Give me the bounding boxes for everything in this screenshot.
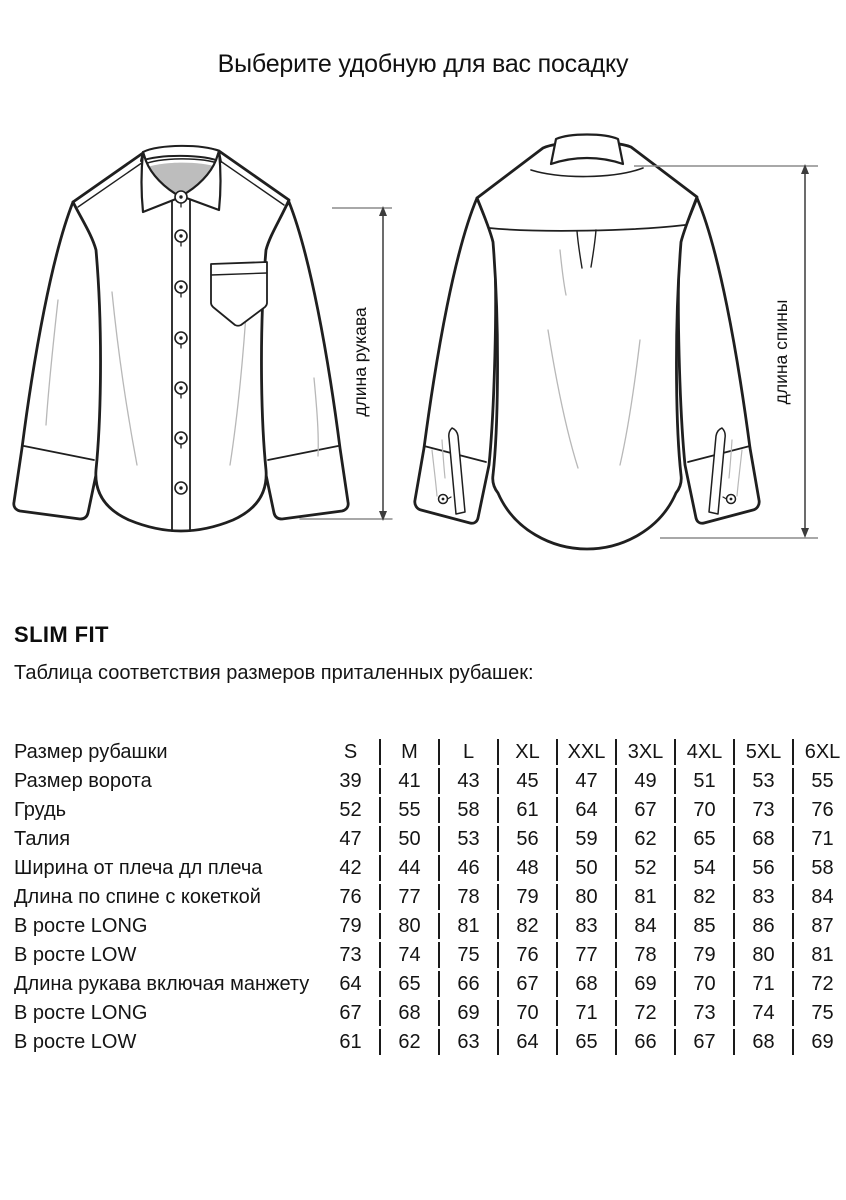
size-column-header: M — [379, 739, 438, 765]
table-row — [14, 1029, 846, 1055]
size-column-header: 3XL — [615, 739, 674, 765]
size-cell: 55 — [379, 797, 438, 823]
size-cell: 44 — [379, 855, 438, 881]
size-table-wrapper — [14, 736, 841, 1058]
size-cell: 64 — [339, 973, 362, 995]
size-cell: 69 — [438, 1000, 497, 1026]
back-shirt-drawing — [415, 135, 759, 550]
row-label: В росте LOW — [14, 1031, 137, 1053]
size-cell: 68 — [379, 1000, 438, 1026]
size-cell: 50 — [379, 826, 438, 852]
size-cell: 73 — [339, 944, 362, 966]
size-cell: 81 — [438, 913, 497, 939]
back-length-label: длина спины — [771, 299, 791, 405]
size-cell: 70 — [497, 1000, 556, 1026]
fit-heading: SLIM FIT — [14, 622, 109, 647]
size-column-header: XL — [497, 739, 556, 765]
size-cell: 45 — [497, 768, 556, 794]
size-cell: 75 — [792, 1000, 846, 1026]
size-cell: 76 — [339, 886, 362, 908]
size-cell: 62 — [379, 1029, 438, 1055]
size-cell: 53 — [438, 826, 497, 852]
row-label: В росте LOW — [14, 944, 137, 966]
size-cell: 85 — [674, 913, 733, 939]
table-subtitle: Таблица соответствия размеров приталенных рубашек: — [14, 662, 534, 684]
size-cell: 59 — [556, 826, 615, 852]
size-cell: 56 — [497, 826, 556, 852]
row-label: В росте LONG — [14, 915, 148, 937]
size-cell: 61 — [497, 797, 556, 823]
size-cell: 80 — [379, 913, 438, 939]
size-cell: 63 — [438, 1029, 497, 1055]
size-cell: 52 — [615, 855, 674, 881]
size-cell: 53 — [733, 768, 792, 794]
table-row — [14, 797, 846, 823]
size-cell: 68 — [733, 826, 792, 852]
size-cell: 67 — [615, 797, 674, 823]
size-cell: 74 — [733, 1000, 792, 1026]
table-row — [14, 1000, 846, 1026]
size-cell: 71 — [556, 1000, 615, 1026]
size-cell: 67 — [339, 1002, 362, 1024]
table-row — [14, 855, 846, 881]
header-row — [14, 739, 846, 765]
row-label: Размер ворота — [14, 770, 152, 792]
size-cell: 68 — [733, 1029, 792, 1055]
size-table-body — [14, 739, 846, 1055]
size-cell: 51 — [674, 768, 733, 794]
size-cell: 79 — [674, 942, 733, 968]
size-cell: 78 — [615, 942, 674, 968]
table-row — [14, 768, 846, 794]
row-label: Длина по спине с кокеткой — [14, 886, 261, 908]
size-cell: 82 — [674, 884, 733, 910]
table-row — [14, 971, 846, 997]
size-cell: 56 — [733, 855, 792, 881]
table-row — [14, 884, 846, 910]
size-column-header: L — [438, 739, 497, 765]
size-cell: 84 — [792, 884, 846, 910]
size-cell: 55 — [792, 768, 846, 794]
size-cell: 83 — [556, 913, 615, 939]
size-cell: 49 — [615, 768, 674, 794]
size-cell: 73 — [733, 797, 792, 823]
size-cell: 70 — [674, 971, 733, 997]
row-label: Ширина от плеча дл плеча — [14, 857, 263, 879]
size-cell: 58 — [438, 797, 497, 823]
front-shirt-drawing — [14, 146, 392, 531]
size-cell: 52 — [339, 799, 362, 821]
size-cell: 71 — [792, 826, 846, 852]
size-cell: 62 — [615, 826, 674, 852]
size-column-header: XXL — [556, 739, 615, 765]
size-cell: 66 — [615, 1029, 674, 1055]
size-cell: 75 — [438, 942, 497, 968]
size-cell: 41 — [379, 768, 438, 794]
size-cell: 72 — [615, 1000, 674, 1026]
size-cell: 77 — [556, 942, 615, 968]
size-cell: 46 — [438, 855, 497, 881]
size-cell: 82 — [497, 913, 556, 939]
size-cell: 80 — [733, 942, 792, 968]
size-cell: 71 — [733, 971, 792, 997]
size-cell: 86 — [733, 913, 792, 939]
row-label: В росте LONG — [14, 1002, 148, 1024]
table-row — [14, 942, 846, 968]
size-cell: 42 — [339, 857, 362, 879]
row-label: Грудь — [14, 799, 67, 821]
size-cell: 65 — [674, 826, 733, 852]
size-cell: 81 — [615, 884, 674, 910]
row-label: Талия — [14, 828, 71, 850]
size-cell: 84 — [615, 913, 674, 939]
size-cell: 65 — [379, 971, 438, 997]
size-column-header: 5XL — [733, 739, 792, 765]
size-cell: 76 — [497, 942, 556, 968]
size-cell: 50 — [556, 855, 615, 881]
size-cell: 72 — [792, 971, 846, 997]
size-cell: 47 — [556, 768, 615, 794]
size-cell: 79 — [339, 915, 362, 937]
size-column-header: 4XL — [674, 739, 733, 765]
size-table — [14, 736, 846, 1058]
table-row — [14, 826, 846, 852]
size-cell: 87 — [792, 913, 846, 939]
size-cell: 68 — [556, 971, 615, 997]
size-cell: 61 — [339, 1031, 362, 1053]
size-cell: 65 — [556, 1029, 615, 1055]
size-column-header: S — [343, 741, 358, 763]
row-label: Длина рукава включая манжету — [14, 973, 310, 995]
size-cell: 67 — [674, 1029, 733, 1055]
size-cell: 76 — [792, 797, 846, 823]
size-cell: 67 — [497, 971, 556, 997]
size-cell: 48 — [497, 855, 556, 881]
page-title: Выберите удобную для вас посадку — [217, 50, 629, 78]
size-cell: 39 — [339, 770, 362, 792]
size-cell: 69 — [792, 1029, 846, 1055]
size-cell: 78 — [438, 884, 497, 910]
size-cell: 64 — [497, 1029, 556, 1055]
size-cell: 43 — [438, 768, 497, 794]
size-cell: 79 — [497, 884, 556, 910]
size-cell: 81 — [792, 942, 846, 968]
size-cell: 83 — [733, 884, 792, 910]
size-cell: 77 — [379, 884, 438, 910]
size-cell: 74 — [379, 942, 438, 968]
size-cell: 64 — [556, 797, 615, 823]
size-cell: 73 — [674, 1000, 733, 1026]
table-row — [14, 913, 846, 939]
size-cell: 47 — [339, 828, 362, 850]
sleeve-length-label: длина рукава — [350, 307, 370, 417]
row-label: Размер рубашки — [14, 741, 168, 763]
size-cell: 80 — [556, 884, 615, 910]
size-cell: 54 — [674, 855, 733, 881]
size-cell: 69 — [615, 971, 674, 997]
size-column-header: 6XL — [792, 739, 846, 765]
size-cell: 70 — [674, 797, 733, 823]
size-cell: 66 — [438, 971, 497, 997]
size-cell: 58 — [792, 855, 846, 881]
